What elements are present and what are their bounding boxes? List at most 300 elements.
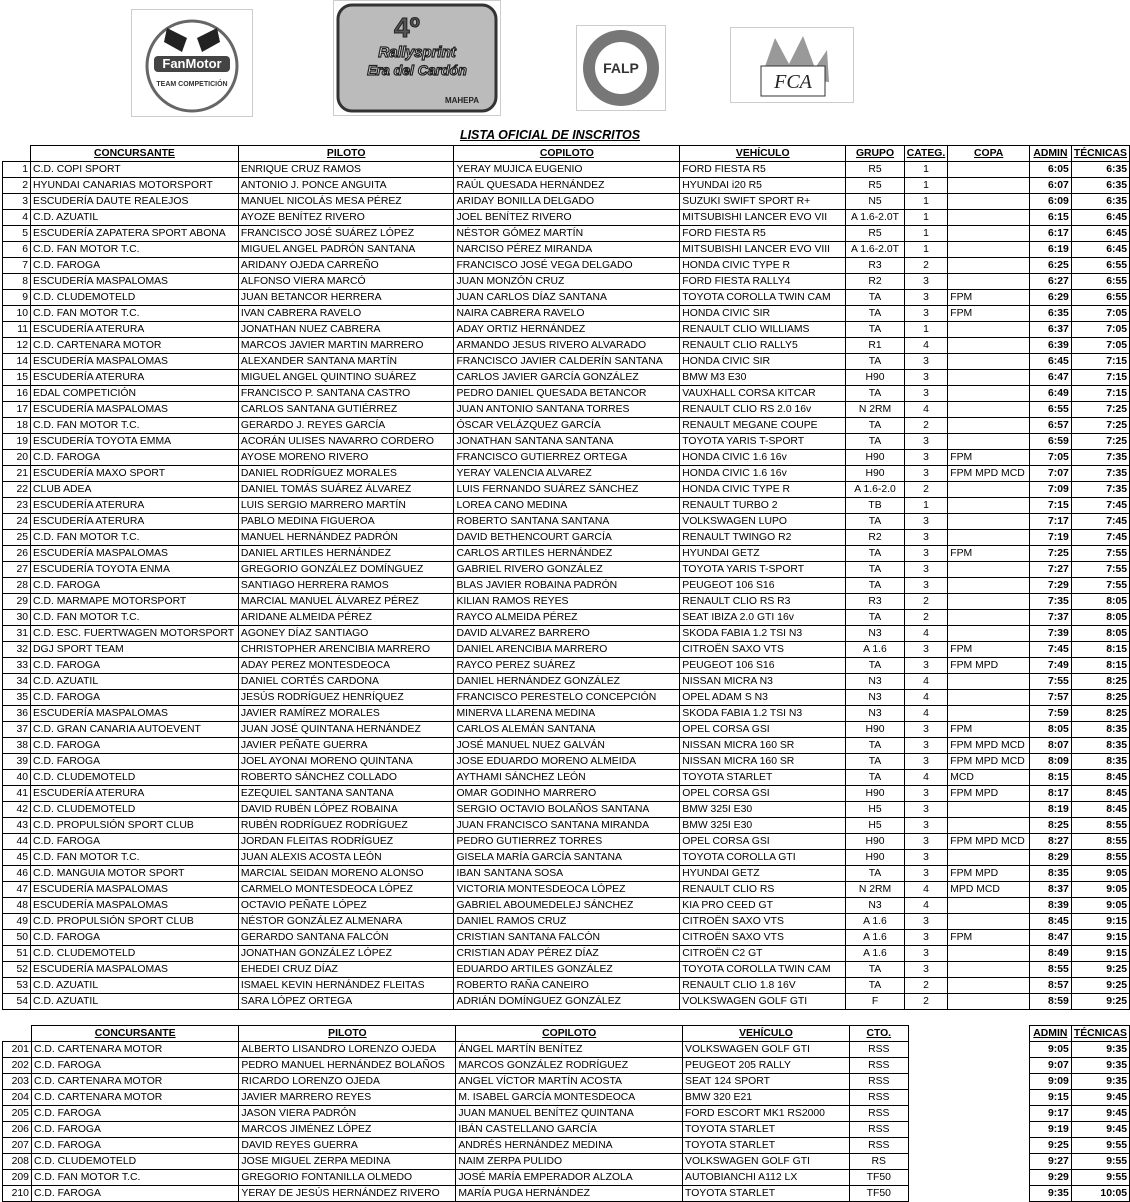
entry-number: 38	[3, 738, 31, 754]
concursante-cell: ESCUDERÍA MASPALOMAS	[31, 546, 239, 562]
piloto-cell: GERARDO J. REYES GARCÍA	[238, 418, 454, 434]
tecnicas-time-cell: 9:05	[1071, 898, 1129, 914]
copa-cell: MPD MCD	[948, 882, 1030, 898]
vehiculo-cell: AUTOBIANCHI A112 LX	[683, 1170, 850, 1186]
concursante-cell: C.D. AZUATIL	[31, 674, 239, 690]
tecnicas-time-cell: 8:05	[1071, 626, 1129, 642]
copiloto-cell: GABRIEL ABOUMEDELEJ SÁNCHEZ	[454, 898, 680, 914]
piloto-cell: JONATHAN GONZÁLEZ LÓPEZ	[238, 946, 454, 962]
header-copiloto: COPILOTO	[454, 146, 680, 162]
entry-number: 24	[3, 514, 31, 530]
concursante-cell: ESCUDERÍA ATERURA	[31, 498, 239, 514]
tecnicas-time-cell: 6:45	[1071, 226, 1129, 242]
entry-number: 206	[3, 1122, 32, 1138]
grupo-cell: A 1.6-2.0	[846, 482, 905, 498]
concursante-cell: C.D. FAN MOTOR T.C.	[31, 530, 239, 546]
table-row	[3, 786, 1130, 802]
admin-time-cell: 6:59	[1030, 434, 1072, 450]
categ-cell: 3	[904, 450, 947, 466]
entry-number: 30	[3, 610, 31, 626]
concursante-cell: C.D. FAROGA	[31, 578, 239, 594]
admin-time-cell: 6:29	[1030, 290, 1072, 306]
entry-number: 41	[3, 786, 31, 802]
concursante-cell: C.D. FAROGA	[31, 258, 239, 274]
concursante-cell: C.D. FAROGA	[31, 1106, 238, 1122]
table-row	[3, 818, 1130, 834]
vehiculo-cell: RENAULT CLIO WILLIAMS	[680, 322, 846, 338]
copa-cell	[948, 386, 1030, 402]
vehiculo-cell: TOYOTA COROLLA GTI	[680, 850, 846, 866]
admin-time-cell: 9:15	[1029, 1090, 1071, 1106]
logos-bar	[0, 0, 1130, 125]
admin-time-cell: 6:07	[1030, 178, 1072, 194]
copiloto-cell: ARIDAY BONILLA DELGADO	[454, 194, 680, 210]
tecnicas-time-cell: 7:55	[1071, 546, 1129, 562]
vehiculo-cell: FORD FIESTA R5	[680, 162, 846, 178]
concursante-cell: ESCUDERÍA MASPALOMAS	[31, 706, 239, 722]
categ-cell: 3	[904, 914, 947, 930]
categ-cell: 3	[904, 834, 947, 850]
vehiculo-cell: NISSAN MICRA 160 SR	[680, 754, 846, 770]
vehiculo-cell: RENAULT CLIO RS R3	[680, 594, 846, 610]
categ-cell: 1	[904, 162, 947, 178]
entry-number: 7	[3, 258, 31, 274]
entry-number: 26	[3, 546, 31, 562]
categ-cell: 4	[904, 882, 947, 898]
cto-cell: RS	[849, 1154, 908, 1170]
tecnicas-time-cell: 8:35	[1071, 754, 1129, 770]
historic-entry-rows	[3, 1042, 1130, 1202]
tecnicas-time-cell: 7:55	[1071, 562, 1129, 578]
entry-number: 19	[3, 434, 31, 450]
vehiculo-cell: MITSUBISHI LANCER EVO VIII	[680, 242, 846, 258]
grupo-cell: H90	[846, 834, 905, 850]
copa-cell: FPM	[948, 642, 1030, 658]
grupo-cell: A 1.6-2.0T	[846, 242, 905, 258]
copiloto-cell: RAYCO ALMEIDA PÉREZ	[454, 610, 680, 626]
table-row	[3, 674, 1130, 690]
piloto-cell: ACORÁN ULISES NAVARRO CORDERO	[238, 434, 454, 450]
table-row	[3, 226, 1130, 242]
vehiculo-cell: RENAULT TURBO 2	[680, 498, 846, 514]
admin-time-cell: 7:25	[1030, 546, 1072, 562]
tecnicas-time-cell: 9:55	[1071, 1154, 1129, 1170]
table-row	[3, 930, 1130, 946]
admin-time-cell: 6:27	[1030, 274, 1072, 290]
grupo-cell: TA	[846, 866, 905, 882]
piloto-cell: JONATHAN NUEZ CABRERA	[238, 322, 454, 338]
header-vehiculo: VEHÍCULO	[683, 1026, 850, 1042]
grupo-cell: H90	[846, 370, 905, 386]
entry-number: 53	[3, 978, 31, 994]
tecnicas-time-cell: 9:45	[1071, 1122, 1129, 1138]
vehiculo-cell: VOLKSWAGEN GOLF GTI	[683, 1042, 850, 1058]
entry-number: 21	[3, 466, 31, 482]
categ-cell: 2	[904, 978, 947, 994]
categ-cell: 3	[904, 642, 947, 658]
table-row	[3, 514, 1130, 530]
table-row	[3, 178, 1130, 194]
main-entry-rows	[3, 162, 1130, 1010]
piloto-cell: YERAY DE JESÚS HERNÁNDEZ RIVERO	[239, 1186, 456, 1202]
grupo-cell: R2	[846, 274, 905, 290]
tecnicas-time-cell: 9:05	[1071, 882, 1129, 898]
vehiculo-cell: OPEL ADAM S N3	[680, 690, 846, 706]
grupo-cell: R5	[846, 162, 905, 178]
tecnicas-time-cell: 6:35	[1071, 194, 1129, 210]
concursante-cell: ESCUDERÍA MASPALOMAS	[31, 898, 239, 914]
vehiculo-cell: RENAULT MEGANE COUPE	[680, 418, 846, 434]
copa-cell	[948, 226, 1030, 242]
copiloto-cell: LUIS FERNANDO SUÁREZ SÁNCHEZ	[454, 482, 680, 498]
concursante-cell: C.D. FAROGA	[31, 658, 239, 674]
cto-cell: TF50	[849, 1170, 908, 1186]
gap-cell	[908, 1186, 1029, 1202]
entry-number: 209	[3, 1170, 32, 1186]
concursante-cell: ESCUDERÍA MAXO SPORT	[31, 466, 239, 482]
admin-time-cell: 8:07	[1030, 738, 1072, 754]
tecnicas-time-cell: 9:35	[1071, 1058, 1129, 1074]
admin-time-cell: 7:09	[1030, 482, 1072, 498]
table-row	[3, 386, 1130, 402]
grupo-cell: A 1.6	[846, 946, 905, 962]
vehiculo-cell: FORD FIESTA R5	[680, 226, 846, 242]
tecnicas-time-cell: 7:35	[1071, 466, 1129, 482]
categ-cell: 3	[904, 546, 947, 562]
piloto-cell: ARIDANE ALMEIDA PÉREZ	[238, 610, 454, 626]
admin-time-cell: 8:25	[1030, 818, 1072, 834]
tecnicas-time-cell: 8:45	[1071, 786, 1129, 802]
entry-number: 20	[3, 450, 31, 466]
tecnicas-time-cell: 7:45	[1071, 498, 1129, 514]
vehiculo-cell: FORD FIESTA RALLY4	[680, 274, 846, 290]
table-row	[3, 546, 1130, 562]
concursante-cell: ESCUDERÍA MASPALOMAS	[31, 402, 239, 418]
grupo-cell: TA	[846, 306, 905, 322]
tecnicas-time-cell: 8:25	[1071, 674, 1129, 690]
cto-cell: TF50	[849, 1186, 908, 1202]
tecnicas-time-cell: 7:25	[1071, 418, 1129, 434]
copa-cell	[948, 850, 1030, 866]
concursante-cell: ESCUDERÍA MASPALOMAS	[31, 274, 239, 290]
piloto-cell: CARMELO MONTESDEOCA LÓPEZ	[238, 882, 454, 898]
header-piloto: PILOTO	[239, 1026, 456, 1042]
grupo-cell: TA	[846, 962, 905, 978]
copa-cell	[948, 594, 1030, 610]
fanmotor-logo-text: FanMotor	[162, 56, 222, 71]
entry-number: 207	[3, 1138, 32, 1154]
tecnicas-time-cell: 8:25	[1071, 690, 1129, 706]
categ-cell: 3	[904, 754, 947, 770]
cto-cell: RSS	[849, 1122, 908, 1138]
entry-number: 201	[3, 1042, 32, 1058]
grupo-cell: A 1.6	[846, 930, 905, 946]
grupo-cell: N 2RM	[846, 882, 905, 898]
vehiculo-cell: TOYOTA STARLET	[683, 1122, 850, 1138]
copiloto-cell: ROBERTO SANTANA SANTANA	[454, 514, 680, 530]
grupo-cell: TA	[846, 738, 905, 754]
grupo-cell: H90	[846, 850, 905, 866]
copa-cell	[948, 482, 1030, 498]
grupo-cell: N5	[846, 194, 905, 210]
concursante-cell: ESCUDERÍA ATERURA	[31, 370, 239, 386]
admin-time-cell: 7:35	[1030, 594, 1072, 610]
main-header-row	[3, 146, 1130, 162]
copiloto-cell: JOSÉ MANUEL NUEZ GALVÁN	[454, 738, 680, 754]
copiloto-cell: M. ISABEL GARCÍA MONTESDEOCA	[456, 1090, 683, 1106]
piloto-cell: JAVIER PEÑATE GUERRA	[238, 738, 454, 754]
admin-time-cell: 6:39	[1030, 338, 1072, 354]
copa-cell	[948, 498, 1030, 514]
copa-cell: MCD	[948, 770, 1030, 786]
grupo-cell: R3	[846, 258, 905, 274]
table-row	[3, 834, 1130, 850]
table-row	[3, 802, 1130, 818]
grupo-cell: R3	[846, 594, 905, 610]
vehiculo-cell: HYUNDAI i20 R5	[680, 178, 846, 194]
table-row	[3, 610, 1130, 626]
copiloto-cell: GISELA MARÍA GARCÍA SANTANA	[454, 850, 680, 866]
table-row	[3, 434, 1130, 450]
grupo-cell: TA	[846, 290, 905, 306]
piloto-cell: ALBERTO LISANDRO LORENZO OJEDA	[239, 1042, 456, 1058]
table-row	[3, 1186, 1130, 1202]
copiloto-cell: CRISTIAN SANTANA FALCÓN	[454, 930, 680, 946]
copa-cell	[948, 626, 1030, 642]
grupo-cell: N3	[846, 706, 905, 722]
copa-cell	[948, 818, 1030, 834]
vehiculo-cell: HONDA CIVIC TYPE R	[680, 482, 846, 498]
categ-cell: 3	[904, 786, 947, 802]
entry-number: 4	[3, 210, 31, 226]
table-row	[3, 722, 1130, 738]
vehiculo-cell: SKODA FABIA 1.2 TSI N3	[680, 706, 846, 722]
copa-cell: FPM MPD MCD	[948, 738, 1030, 754]
concursante-cell: C.D. AZUATIL	[31, 210, 239, 226]
tecnicas-time-cell: 7:05	[1071, 322, 1129, 338]
vehiculo-cell: PEUGEOT 106 S16	[680, 658, 846, 674]
entry-number: 28	[3, 578, 31, 594]
copa-cell	[948, 258, 1030, 274]
copiloto-cell: ÓSCAR VELÁZQUEZ GARCÍA	[454, 418, 680, 434]
copiloto-cell: PEDRO DANIEL QUESADA BETANCOR	[454, 386, 680, 402]
vehiculo-cell: MITSUBISHI LANCER EVO VII	[680, 210, 846, 226]
copiloto-cell: ANDRÉS HERNÁNDEZ MEDINA	[456, 1138, 683, 1154]
concursante-cell: ESCUDERÍA DAUTE REALEJOS	[31, 194, 239, 210]
grupo-cell: TA	[846, 658, 905, 674]
copiloto-cell: SERGIO OCTAVIO BOLAÑOS SANTANA	[454, 802, 680, 818]
entry-number: 10	[3, 306, 31, 322]
admin-time-cell: 7:37	[1030, 610, 1072, 626]
admin-time-cell: 9:35	[1029, 1186, 1071, 1202]
admin-time-cell: 6:49	[1030, 386, 1072, 402]
admin-time-cell: 7:17	[1030, 514, 1072, 530]
entry-number: 2	[3, 178, 31, 194]
table-row	[3, 1106, 1130, 1122]
vehiculo-cell: VOLKSWAGEN GOLF GTI	[683, 1154, 850, 1170]
concursante-cell: C.D. CLUDEMOTELD	[31, 770, 239, 786]
table-row	[3, 482, 1130, 498]
table-row	[3, 338, 1130, 354]
grupo-cell: TB	[846, 498, 905, 514]
categ-cell: 3	[904, 818, 947, 834]
header-categ: CATEG.	[904, 146, 947, 162]
categ-cell: 3	[904, 962, 947, 978]
admin-time-cell: 7:45	[1030, 642, 1072, 658]
copiloto-cell: JUAN FRANCISCO SANTANA MIRANDA	[454, 818, 680, 834]
copiloto-cell: JONATHAN SANTANA SANTANA	[454, 434, 680, 450]
concursante-cell: ESCUDERÍA TOYOTA EMMA	[31, 434, 239, 450]
piloto-cell: DAVID REYES GUERRA	[239, 1138, 456, 1154]
admin-time-cell: 8:27	[1030, 834, 1072, 850]
table-row	[3, 882, 1130, 898]
piloto-cell: JOEL AYONAI MORENO QUINTANA	[238, 754, 454, 770]
admin-time-cell: 7:49	[1030, 658, 1072, 674]
table-row	[3, 738, 1130, 754]
vehiculo-cell: PEUGEOT 205 RALLY	[683, 1058, 850, 1074]
grupo-cell: R1	[846, 338, 905, 354]
fanmotor-logo-sub: TEAM COMPETICIÓN	[156, 81, 228, 88]
categ-cell: 1	[904, 178, 947, 194]
piloto-cell: MARCIAL SEIDAN MORENO ALONSO	[238, 866, 454, 882]
categ-cell: 4	[904, 706, 947, 722]
table-row	[3, 1058, 1130, 1074]
copiloto-cell: JOSÉ MARÍA EMPERADOR ALZOLA	[456, 1170, 683, 1186]
vehiculo-cell: NISSAN MICRA 160 SR	[680, 738, 846, 754]
categ-cell: 4	[904, 770, 947, 786]
concursante-cell: C.D. FAROGA	[31, 1186, 238, 1202]
rally-logo-line3: Era del Cardón	[367, 62, 467, 78]
table-row	[3, 706, 1130, 722]
vehiculo-cell: RENAULT CLIO RS	[680, 882, 846, 898]
entry-number: 18	[3, 418, 31, 434]
entry-number: 35	[3, 690, 31, 706]
tecnicas-time-cell: 7:45	[1071, 514, 1129, 530]
cto-cell: RSS	[849, 1042, 908, 1058]
table-row	[3, 754, 1130, 770]
vehiculo-cell: VAUXHALL CORSA KITCAR	[680, 386, 846, 402]
copa-cell	[948, 610, 1030, 626]
header-copiloto: COPILOTO	[456, 1026, 683, 1042]
copiloto-cell: DANIEL HERNÁNDEZ GONZÁLEZ	[454, 674, 680, 690]
table-row	[3, 418, 1130, 434]
entry-number: 1	[3, 162, 31, 178]
vehiculo-cell: BMW 325I E30	[680, 802, 846, 818]
copa-cell: FPM	[948, 306, 1030, 322]
rally-logo-number: 4º	[394, 12, 420, 43]
entry-number: 31	[3, 626, 31, 642]
copiloto-cell: JOEL BENÍTEZ RIVERO	[454, 210, 680, 226]
copa-cell	[948, 402, 1030, 418]
copiloto-cell: MINERVA LLARENA MEDINA	[454, 706, 680, 722]
tecnicas-time-cell: 7:15	[1071, 354, 1129, 370]
piloto-cell: IVAN CABRERA RAVELO	[238, 306, 454, 322]
grupo-cell: R5	[846, 178, 905, 194]
admin-time-cell: 8:09	[1030, 754, 1072, 770]
tecnicas-time-cell: 6:35	[1071, 162, 1129, 178]
header-admin: ADMIN	[1029, 1026, 1071, 1042]
vehiculo-cell: HONDA CIVIC SIR	[680, 354, 846, 370]
categ-cell: 3	[904, 578, 947, 594]
piloto-cell: DAVID RUBÉN LÓPEZ ROBAINA	[238, 802, 454, 818]
admin-time-cell: 7:57	[1030, 690, 1072, 706]
concursante-cell: CLUB ADEA	[31, 482, 239, 498]
concursante-cell: C.D. PROPULSIÓN SPORT CLUB	[31, 818, 239, 834]
copiloto-cell: ÁNGEL MARTÍN BENÍTEZ	[456, 1042, 683, 1058]
vehiculo-cell: RENAULT CLIO 1.8 16V	[680, 978, 846, 994]
tecnicas-time-cell: 9:15	[1071, 946, 1129, 962]
copa-cell: FPM	[948, 290, 1030, 306]
concursante-cell: C.D. FAROGA	[31, 690, 239, 706]
grupo-cell: TA	[846, 434, 905, 450]
admin-time-cell: 6:35	[1030, 306, 1072, 322]
entry-number: 39	[3, 754, 31, 770]
admin-time-cell: 8:45	[1030, 914, 1072, 930]
tecnicas-time-cell: 9:45	[1071, 1106, 1129, 1122]
vehiculo-cell: BMW 320 E21	[683, 1090, 850, 1106]
categ-cell: 3	[904, 562, 947, 578]
copiloto-cell: AYTHAMI SÁNCHEZ LEÓN	[454, 770, 680, 786]
entry-number: 208	[3, 1154, 32, 1170]
grupo-cell: TA	[846, 546, 905, 562]
header-vehiculo: VEHÍCULO	[680, 146, 846, 162]
vehiculo-cell: TOYOTA STARLET	[680, 770, 846, 786]
piloto-cell: EZEQUIEL SANTANA SANTANA	[238, 786, 454, 802]
concursante-cell: C.D. FAROGA	[31, 450, 239, 466]
grupo-cell: TA	[846, 978, 905, 994]
categ-cell: 3	[904, 658, 947, 674]
piloto-cell: AYOSE MORENO RIVERO	[238, 450, 454, 466]
vehiculo-cell: SKODA FABIA 1.2 TSI N3	[680, 626, 846, 642]
admin-time-cell: 7:55	[1030, 674, 1072, 690]
piloto-cell: SANTIAGO HERRERA RAMOS	[238, 578, 454, 594]
categ-cell: 1	[904, 226, 947, 242]
vehiculo-cell: RENAULT CLIO RALLY5	[680, 338, 846, 354]
tecnicas-time-cell: 10:05	[1071, 1186, 1129, 1202]
table-row	[3, 354, 1130, 370]
table-row	[3, 594, 1130, 610]
piloto-cell: AYOZE BENÍTEZ RIVERO	[238, 210, 454, 226]
tecnicas-time-cell: 9:25	[1071, 978, 1129, 994]
concursante-cell: C.D. CLUDEMOTELD	[31, 802, 239, 818]
vehiculo-cell: SEAT 124 SPORT	[683, 1074, 850, 1090]
concursante-cell: C.D. AZUATIL	[31, 994, 239, 1010]
grupo-cell: TA	[846, 754, 905, 770]
copa-cell	[948, 322, 1030, 338]
entry-number: 22	[3, 482, 31, 498]
grupo-cell: TA	[846, 578, 905, 594]
concursante-cell: ESCUDERÍA MASPALOMAS	[31, 962, 239, 978]
entry-number: 43	[3, 818, 31, 834]
piloto-cell: GERARDO SANTANA FALCÓN	[238, 930, 454, 946]
admin-time-cell: 8:39	[1030, 898, 1072, 914]
table-row	[3, 370, 1130, 386]
piloto-cell: PEDRO MANUEL HERNÁNDEZ BOLAÑOS	[239, 1058, 456, 1074]
table-row	[3, 914, 1130, 930]
entry-number: 9	[3, 290, 31, 306]
table-row	[3, 562, 1130, 578]
vehiculo-cell: TOYOTA STARLET	[683, 1186, 850, 1202]
fca-logo	[730, 27, 854, 103]
piloto-cell: DANIEL ARTILES HERNÁNDEZ	[238, 546, 454, 562]
copiloto-cell: GABRIEL RIVERO GONZÁLEZ	[454, 562, 680, 578]
tecnicas-time-cell: 7:05	[1071, 306, 1129, 322]
grupo-cell: TA	[846, 514, 905, 530]
piloto-cell: FRANCISCO JOSÉ SUÁREZ LÓPEZ	[238, 226, 454, 242]
vehiculo-cell: TOYOTA COROLLA TWIN CAM	[680, 290, 846, 306]
tecnicas-time-cell: 8:45	[1071, 802, 1129, 818]
table-row	[3, 1042, 1130, 1058]
